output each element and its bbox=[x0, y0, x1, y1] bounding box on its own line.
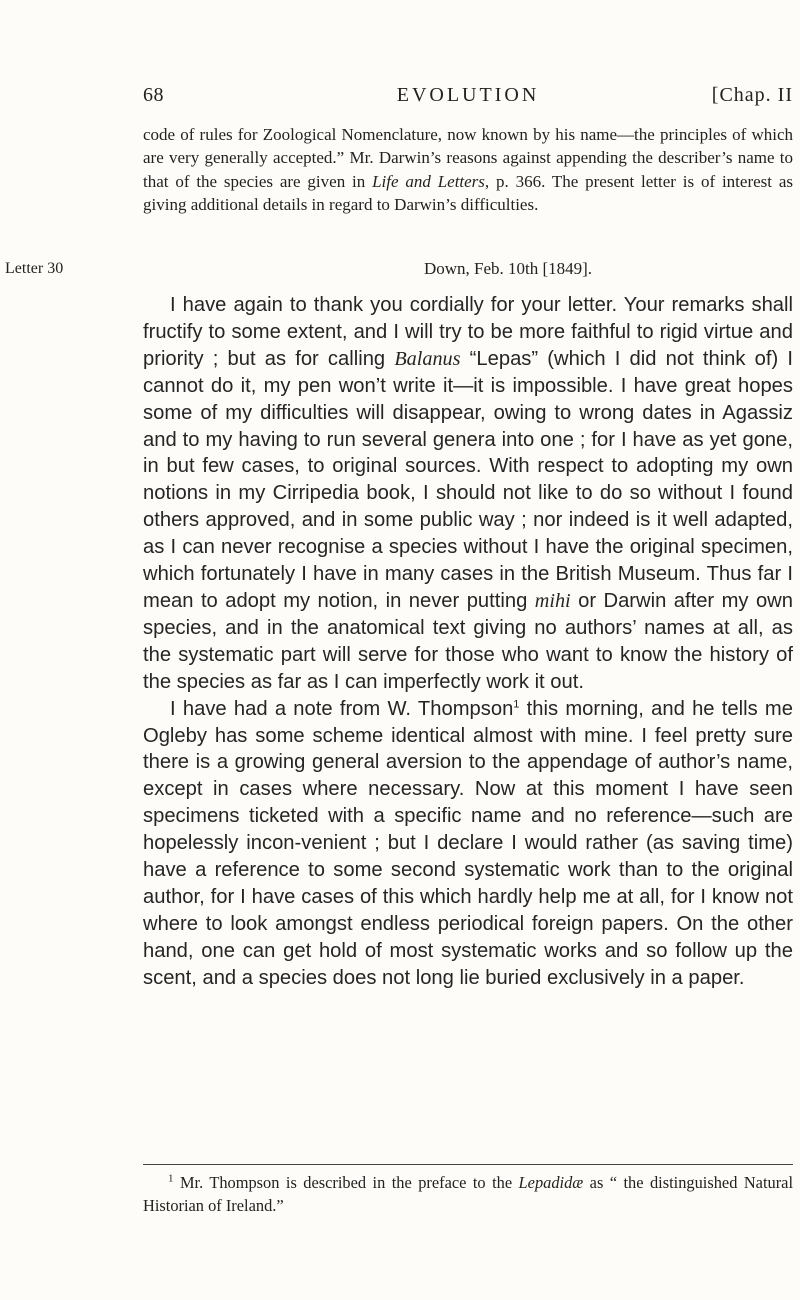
book-title: Life and Letters bbox=[372, 171, 485, 191]
page-header bbox=[143, 84, 793, 114]
letter-paragraph-2: I have had a note from W. Thompson$^1$ this morning, and he tells me Ogleby has some scheme identical almost with mine. I feel pretty sure there is a growing general aversion to the appendage of author’s name, except in cases where necessary. Now at this moment I have seen specimens ticketed with a specific name and no reference—such are hopelessly incon-venient ; but I declare I would rather (as saving time) have a reference to some second systematic work than to the original author, for I have cases of this which hardly help me at all, for I know not where to look amongst endless periodical foreign papers. On the other hand, one can get hold of most systematic works and so follow up the scent, and a species does not long lie buried exclusively in a paper. bbox=[143, 697, 793, 989]
footnote-marker: 1 bbox=[168, 1172, 174, 1185]
dateline: Down, Feb. 10th [1849]. bbox=[423, 259, 593, 278]
footnote: $^1$ Mr. Thompson is described in the preface to the Lepadidæ as “ the distinguished Natural Historian of Ireland.” bbox=[143, 1172, 793, 1215]
letter-body bbox=[143, 292, 793, 992]
running-title: EVOLUTION bbox=[396, 84, 540, 106]
intro-paragraph: code of rules for Zoological Nomenclature, now known by his name—the principles of which are very generally accepted.” Mr. Darwin’s reasons against appending the describer’s name to that of the species are given in Life and Letters, p. 366. The present letter is of interest as giving additional details in regard to Darwin’s difficulties. bbox=[143, 125, 793, 215]
footnote-divider bbox=[143, 1164, 793, 1165]
chapter-label: [Chap. II bbox=[711, 84, 793, 106]
letter-number-label: Letter 30 bbox=[5, 260, 64, 277]
letter-paragraph-1: I have again to thank you cordially for your letter. Your remarks shall fructify to some extent, and I will try to be more faithful to rigid virtue and priority ; but as for calling Balanus “Lepas” (which I did not think of) I cannot do it, my pen won’t write it—it is impossible. I have great hopes some of my difficulties will disappear, owing to wrong dates in Agassiz and to my having to run several genera into one ; for I have as yet gone, in but few cases, to original sources. With respect to adopting my own notions in my Cirripedia book, I should not like to do so without I found others approved, and in some public way ; nor indeed is it well adapted, as I can never recognise a species without I have the original specimen, which fortunately I have in many cases in the British Museum. Thus far I mean to adopt my notion, in never putting mihi or Darwin after my own species, and in the anatomical text giving no authors’ names at all, as the systematic part will serve for those who want to know the history of the species as far as I can imperfectly work it out. bbox=[143, 294, 793, 693]
page-number: 68 bbox=[143, 84, 164, 106]
footnote-ref: 1 bbox=[513, 697, 520, 710]
